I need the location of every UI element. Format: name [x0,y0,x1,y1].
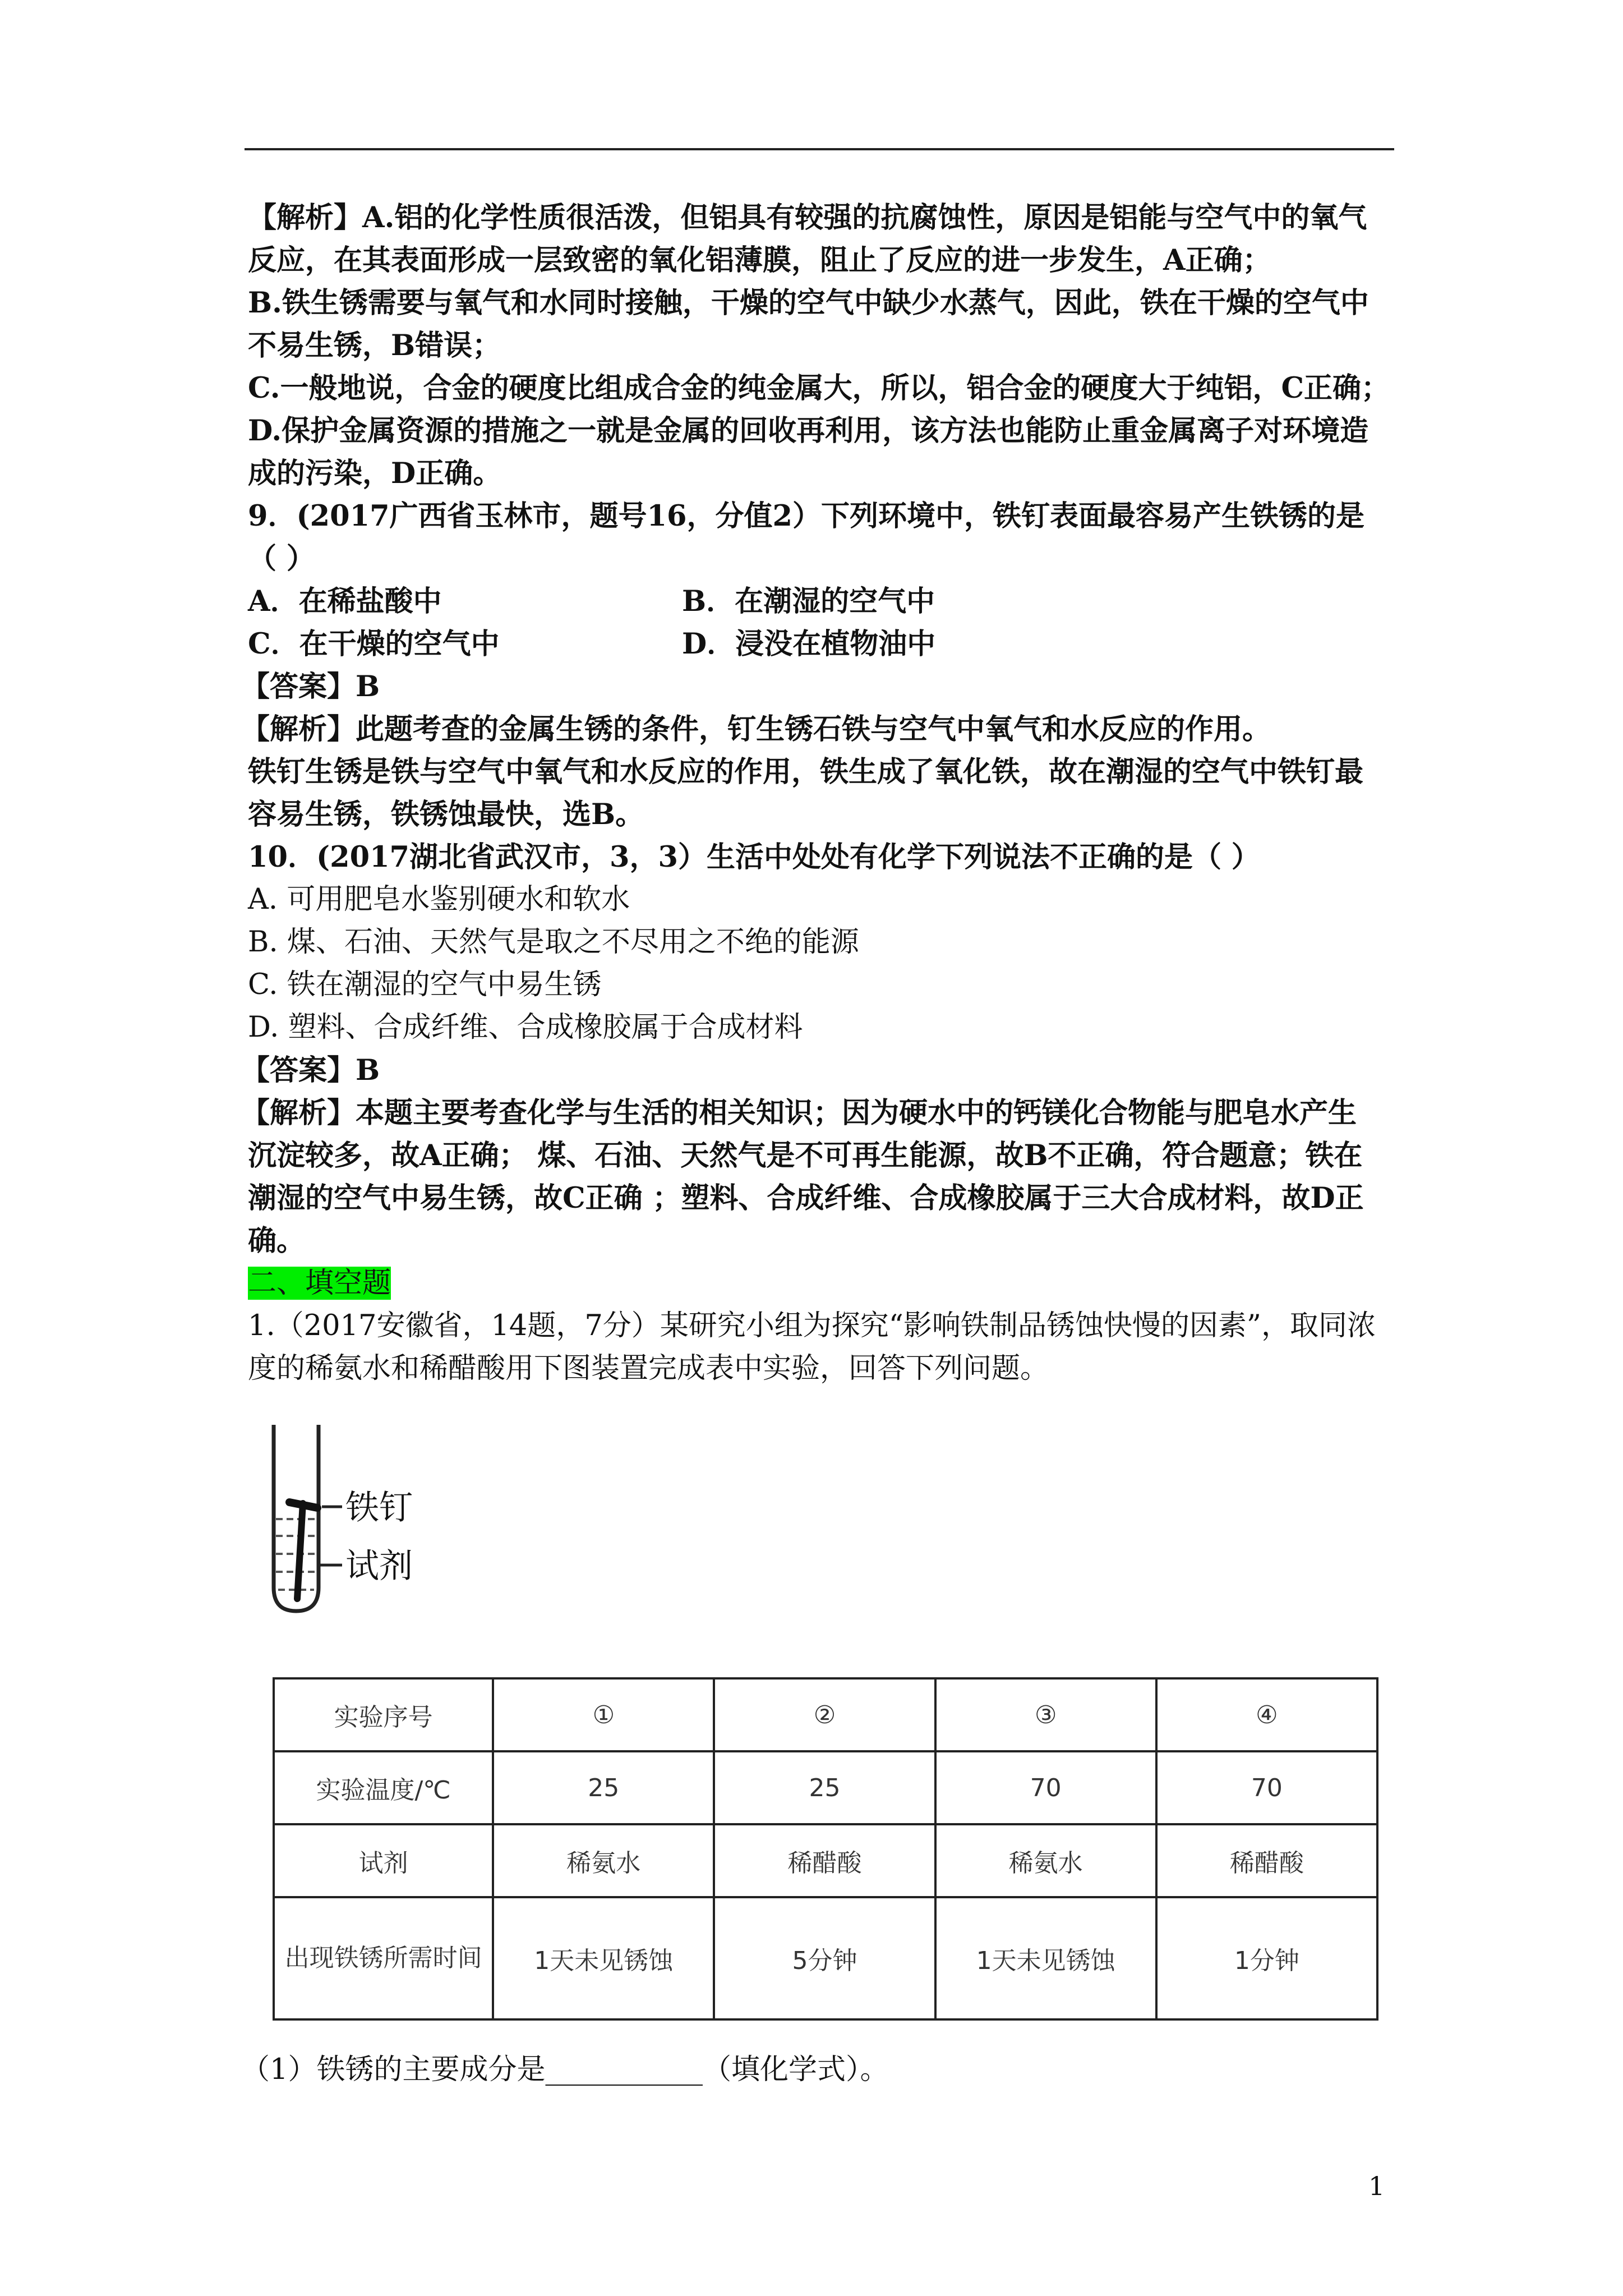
q9-option-b: B．在潮湿的空气中 [682,585,935,618]
iron-nail-icon [289,1502,317,1599]
table-cell: 25 [493,1751,714,1824]
q10-option-b: B. 煤、石油、天然气是取之不尽用之不绝的能源 [248,926,859,959]
experiment-table [273,1677,1378,2021]
table-cell: 稀醋酸 [1156,1824,1377,1897]
q10-option-c: C. 铁在潮湿的空气中易生锈 [248,968,602,1001]
header-rule [245,148,1394,150]
fill-q1-line-1: 1.（2017安徽省，14题，7分）某研究小组为探究“影响铁制品锈蚀快慢的因素”，取同浓 [248,1309,1376,1342]
table-row [274,1751,1377,1824]
q9-analysis-line-3: 容易生锈，铁锈蚀最快，选B。 [248,798,644,831]
q9-stem: 9．(2017广西省玉林市，题号16，分值2）下列环境中，铁钉表面最容易产生铁锈的是 [248,499,1365,533]
table-cell: 稀氨水 [493,1824,714,1897]
fill-q1-line-2: 度的稀氨水和稀醋酸用下图装置完成表中实验，回答下列问题。 [248,1352,1049,1385]
q8-analysis-line-7: 成的污染，D正确。 [248,457,502,490]
table-cell: 5分钟 [714,1897,935,2019]
table-cell: 稀氨水 [935,1824,1156,1897]
q10-analysis-line-3: 潮湿的空气中易生锈，故C正确 ；塑料、合成纤维、合成橡胶属于三大合成材料，故D正 [248,1181,1364,1215]
table-cell: ② [714,1678,935,1751]
q9-analysis-line-2: 铁钉生锈是铁与空气中氧气和水反应的作用，铁生成了氧化铁，故在潮湿的空气中铁钉最 [248,755,1364,789]
q8-analysis-line-6: D.保护金属资源的措施之一就是金属的回收再利用，该方法也能防止重金属离子对环境造 [248,414,1369,448]
q9-option-d: D．浸没在植物油中 [682,627,936,661]
q10-analysis-line-2: 沉淀较多，故A正确； 煤、石油、天然气是不可再生能源，故B不正确，符合题意；铁在 [248,1139,1363,1172]
table-cell: 25 [714,1751,935,1824]
q8-analysis-line-4: 不易生锈，B错误； [248,329,501,362]
table-cell: 试剂 [274,1824,493,1897]
q9-analysis-line-1: 【解析】此题考查的金属生锈的条件，钉生锈石铁与空气中氧气和水反应的作用。 [241,712,1271,746]
page-number: 1 [1368,2171,1385,2201]
table-cell: 1分钟 [1156,1897,1377,2019]
q8-analysis-line-2: 反应，在其表面形成一层致密的氧化铝薄膜，阻止了反应的进一步发生，A正确； [248,243,1271,277]
q10-answer: 【答案】B [241,1053,380,1087]
q9-blank: （ ） [248,542,315,576]
table-row [274,1824,1377,1897]
table-cell: 70 [935,1751,1156,1824]
table-cell: 实验序号 [274,1678,493,1751]
q8-analysis-line-3: B.铁生锈需要与氧气和水同时接触，干燥的空气中缺少水蒸气，因此，铁在干燥的空气中 [248,286,1369,320]
figure-label-nail: 铁钉 [345,1488,413,1527]
q10-option-a: A. 可用肥皂水鉴别硬水和软水 [248,883,630,916]
q9-answer: 【答案】B [241,670,380,703]
table-cell: ③ [935,1678,1156,1751]
q8-analysis-line-5: C.一般地说，合金的硬度比组成合金的纯金属大，所以，铝合金的硬度大于纯铝，C正确； [248,371,1390,405]
table-cell: 1天未见锈蚀 [935,1897,1156,2019]
table-cell: ① [493,1678,714,1751]
table-cell: 出现铁锈所需时间 [274,1897,493,2019]
q10-analysis-line-4: 确。 [248,1224,306,1258]
table-row [274,1678,1377,1751]
figure-label-reagent: 试剂 [345,1547,413,1586]
q8-analysis-line-1: 【解析】A.铝的化学性质很活泼，但铝具有较强的抗腐蚀性，原因是铝能与空气中的氧气 [248,201,1367,234]
table-cell: 1天未见锈蚀 [493,1897,714,2019]
section-title [248,1263,391,1304]
q9-option-a: A．在稀盐酸中 [248,585,442,618]
table-cell: 实验温度/℃ [274,1751,493,1824]
q10-analysis-line-1: 【解析】本题主要考查化学与生活的相关知识；因为硬水中的钙镁化合物能与肥皂水产生 [241,1096,1357,1130]
section-title-highlight: 二、填空题 [248,1267,391,1300]
q10-stem: 10．(2017湖北省武汉市，3，3）生活中处处有化学下列说法不正确的是（ ） [248,840,1260,874]
table-cell: 稀醋酸 [714,1824,935,1897]
test-tube-figure [247,1419,482,1621]
sub-question-1: （1）铁锈的主要成分是___________（填化学式）。 [241,2053,889,2086]
table-cell: ④ [1156,1678,1377,1751]
q10-option-d: D. 塑料、合成纤维、合成橡胶属于合成材料 [248,1011,803,1044]
table-cell: 70 [1156,1751,1377,1824]
q9-option-c: C．在干燥的空气中 [248,627,500,661]
table-row [274,1897,1377,2019]
